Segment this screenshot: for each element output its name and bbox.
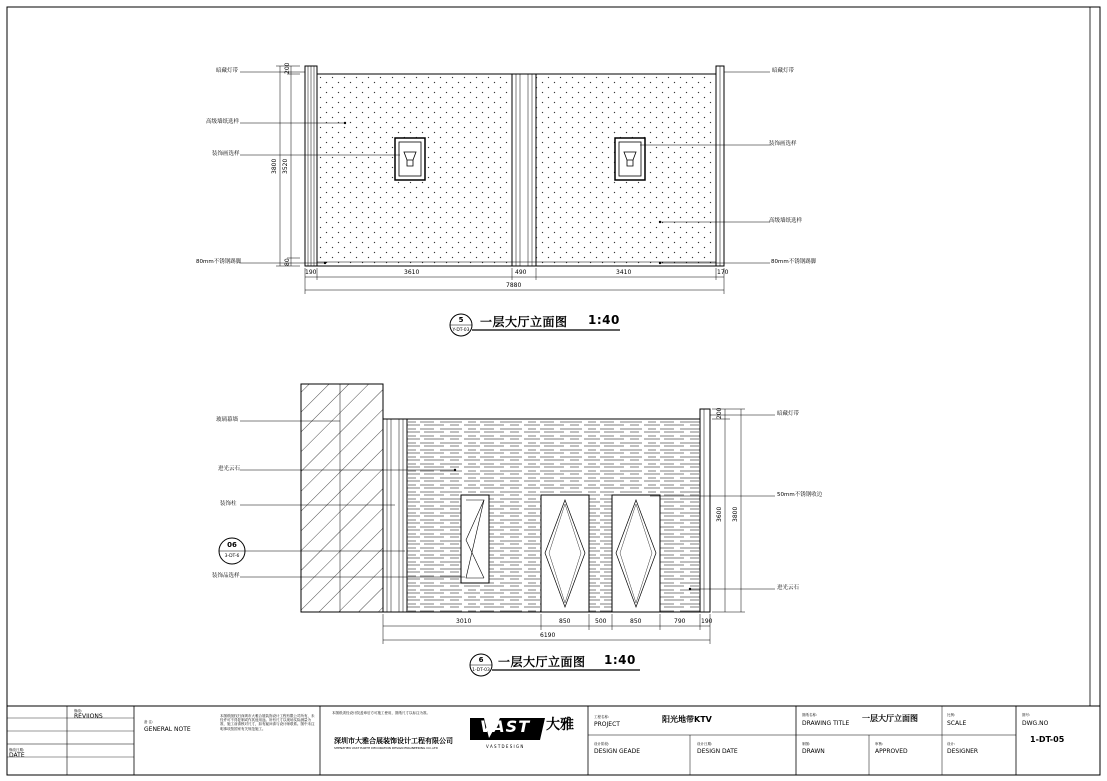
tb-logo-text: VAST	[480, 717, 531, 736]
tb-design-date-cn: 设计日期:	[697, 742, 713, 746]
detail-bubble-ref: 3-DT-6	[224, 554, 240, 559]
tb-design-date-en: DESIGN DATE	[697, 748, 738, 755]
title-bubble-num-top: 5	[458, 316, 464, 324]
tb-drawing-title-en: DRAWING TITLE	[802, 720, 850, 727]
dim-top-5: 170	[717, 269, 729, 276]
tb-approved-cn: 审核:	[875, 742, 884, 746]
tb-project-cn: 工程名称:	[594, 715, 610, 719]
label-stone-1: 进光云石	[218, 466, 241, 472]
dim-top-1: 190	[305, 269, 317, 276]
dim-bottom-2: 850	[559, 618, 571, 625]
tb-approved-en: APPROVED	[875, 748, 908, 755]
tb-date-cn: 修改日期:	[9, 748, 25, 752]
title-bubble-ref-bottom: 1-DT-03	[472, 668, 490, 673]
tb-design-grade-en: DESIGN GEADE	[594, 748, 640, 755]
tb-dwg-en: DWG.NO	[1022, 720, 1049, 727]
tb-company-note: 本图纸须经设计院盖章后方可施工使用，图纸尺寸以标注为准。	[332, 711, 430, 715]
dim-top-4: 3410	[616, 269, 632, 276]
label-trim: 50mm不锈钢收边	[777, 492, 823, 498]
tb-date-en: DATE	[9, 752, 25, 759]
decor-frame-left	[395, 138, 425, 180]
detail-bubble-num: 06	[227, 541, 237, 549]
tb-revisions-cn: 修改:	[74, 709, 83, 713]
tb-drawing-title-cn: 图纸名称:	[802, 713, 818, 717]
tb-scale-cn: 比例:	[947, 713, 956, 717]
tb-note-text: 本图纸版权归深圳市大雅合展装饰设计工程有限公司所有，未经许可不得复制或作其他用途。所有尺寸以现场实际测量为准，施工前请核对尺寸，如有疑问请与设计师联系。图中未注明事项按国家有关规范施工。	[220, 714, 315, 731]
elevation-top-scale: 1:40	[588, 313, 620, 327]
label-wallpaper-left: 高级墙纸选样	[206, 119, 240, 125]
vdim-bottom-2: 3800	[732, 506, 739, 522]
label-column: 装饰柱	[220, 501, 237, 507]
tb-project-value: 阳光地带KTV	[662, 715, 712, 724]
vdim-top-4: 80	[284, 258, 291, 266]
elevation-bottom-title: 一层大厅立面图	[498, 655, 586, 669]
vdim-top-1: 3800	[271, 158, 278, 174]
tb-drawn-en: DRAWN	[802, 748, 825, 755]
decor-frame-right	[615, 138, 645, 180]
tb-company-en: SHENZHEN VAST EARTH DECORATION DESIGN ENGINEERING CO.,LTD	[334, 746, 438, 750]
dim-bottom-1: 3010	[456, 618, 472, 625]
label-wallpaper-right: 高级墙纸选样	[769, 218, 803, 224]
tb-design-grade-cn: 设计阶段:	[594, 742, 610, 746]
elevation-top	[240, 66, 770, 336]
vdim-bottom-1: 3600	[716, 506, 723, 522]
vdim-top-2: 3520	[282, 158, 289, 174]
tb-drawing-title-value: 一层大厅立面图	[862, 714, 918, 723]
dim-bottom-4: 850	[630, 618, 642, 625]
dim-top-total: 7880	[506, 282, 522, 289]
label-light-strip-bottom: 暗藏灯带	[777, 411, 800, 417]
label-light-strip-left: 暗藏灯带	[216, 68, 239, 74]
label-decor-left: 装饰画选样	[212, 151, 240, 157]
label-stone-2: 进光云石	[777, 585, 800, 591]
dim-top-2: 3610	[404, 269, 420, 276]
tb-drawn-cn: 制图:	[802, 742, 811, 746]
title-bubble-num-bottom: 6	[478, 656, 484, 664]
tb-note-en: GENERAL NOTE	[144, 726, 191, 733]
door-left	[541, 495, 589, 612]
dim-bottom-3: 500	[595, 618, 607, 625]
elevation-top-title: 一层大厅立面图	[480, 315, 568, 329]
vdim-bottom-3: 200	[716, 407, 723, 419]
tb-logo-cn: 大雅	[546, 717, 574, 733]
label-decor: 装饰品选样	[212, 573, 240, 579]
title-bubble-ref-top: Y-DT-03	[452, 328, 470, 333]
tb-logo-sub: V A S T D E S I G N	[486, 744, 524, 749]
tb-project-en: PROJECT	[594, 721, 620, 728]
dim-bottom-5: 790	[674, 618, 686, 625]
label-light-strip-right: 暗藏灯带	[772, 68, 795, 74]
dim-bottom-6: 190	[701, 618, 713, 625]
tb-company-cn: 深圳市大雅合展装饰设计工程有限公司	[334, 737, 453, 745]
vdim-top-3: 200	[284, 62, 291, 74]
tb-designer-cn: 设计:	[947, 742, 956, 746]
label-glass-wall: 玻璃幕墙	[216, 417, 239, 423]
label-decor-right: 装饰画选样	[769, 141, 797, 147]
elevation-bottom-scale: 1:40	[604, 653, 636, 667]
tb-designer-en: DESIGNER	[947, 748, 979, 755]
tb-dwg-cn: 图号:	[1022, 713, 1031, 717]
elevation-bottom	[219, 384, 775, 676]
dim-top-3: 490	[515, 269, 527, 276]
tb-note-cn: 备 注:	[144, 720, 154, 724]
dim-bottom-total: 6190	[540, 632, 556, 639]
label-skirting-left: 80mm不锈钢踢脚	[196, 259, 242, 265]
door-right	[612, 495, 660, 612]
tb-dwg-value: 1-DT-05	[1030, 735, 1065, 744]
tb-scale-en: SCALE	[947, 720, 967, 727]
tb-revisions-en: REVIIONS	[74, 713, 103, 720]
label-skirting-right: 80mm不锈钢踢脚	[771, 259, 817, 265]
